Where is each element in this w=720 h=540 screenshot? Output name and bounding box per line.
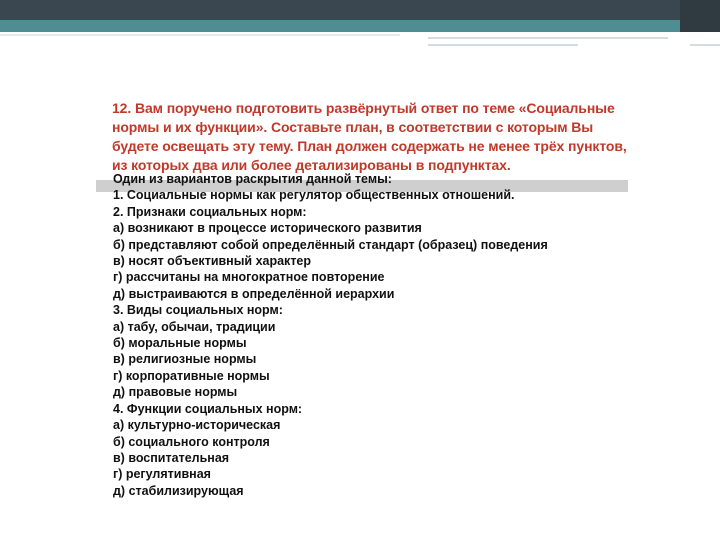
answer-line: б) представляют собой определённый стандарт (образец) поведения xyxy=(113,237,548,252)
slide-corner-block xyxy=(680,0,720,32)
task-question: 12. Вам поручено подготовить развёрнутый ответ по теме «Социальные нормы и их функции». Составьте план, в соответствии с которым Вы будете освещать эту тему. План должен содержать не менее трёх пунктов, из которых два или более детализированы в подпунктах. xyxy=(112,100,627,173)
answer-line: д) выстраиваются в определённой иерархии xyxy=(113,286,395,301)
answer-line: б) моральные нормы xyxy=(113,336,247,351)
answer-line: а) табу, обычаи, традиции xyxy=(113,319,276,334)
answer-line: а) возникают в процессе исторического развития xyxy=(113,221,422,236)
decorative-rule xyxy=(428,37,668,39)
answer-line: г) корпоративные нормы xyxy=(113,368,270,383)
answer-line: 2. Признаки социальных норм: xyxy=(113,204,307,219)
answer-plan xyxy=(113,171,633,499)
answer-line: 1. Социальные нормы как регулятор общественных отношений. xyxy=(113,188,515,203)
answer-line: д) стабилизирующая xyxy=(113,483,244,498)
decorative-rule xyxy=(428,44,578,46)
decorative-rule xyxy=(690,44,720,46)
slide-accent-stripe xyxy=(0,20,720,32)
slide-header-bar xyxy=(0,0,720,20)
answer-line: 4. Функции социальных норм: xyxy=(113,401,303,416)
answer-line: в) носят объективный характер xyxy=(113,254,312,269)
answer-line: в) религиозные нормы xyxy=(113,352,257,367)
answer-line: б) социального контроля xyxy=(113,434,270,449)
answer-line: д) правовые нормы xyxy=(113,385,238,400)
answer-line: а) культурно-историческая xyxy=(113,418,281,433)
answer-line: г) регулятивная xyxy=(113,467,211,482)
answer-line: в) воспитательная xyxy=(113,450,230,465)
answer-line: 3. Виды социальных норм: xyxy=(113,303,283,318)
answer-line: Один из вариантов раскрытия данной темы: xyxy=(113,172,392,186)
decorative-rule xyxy=(0,34,400,36)
answer-line: г) рассчитаны на многократное повторение xyxy=(113,270,385,285)
